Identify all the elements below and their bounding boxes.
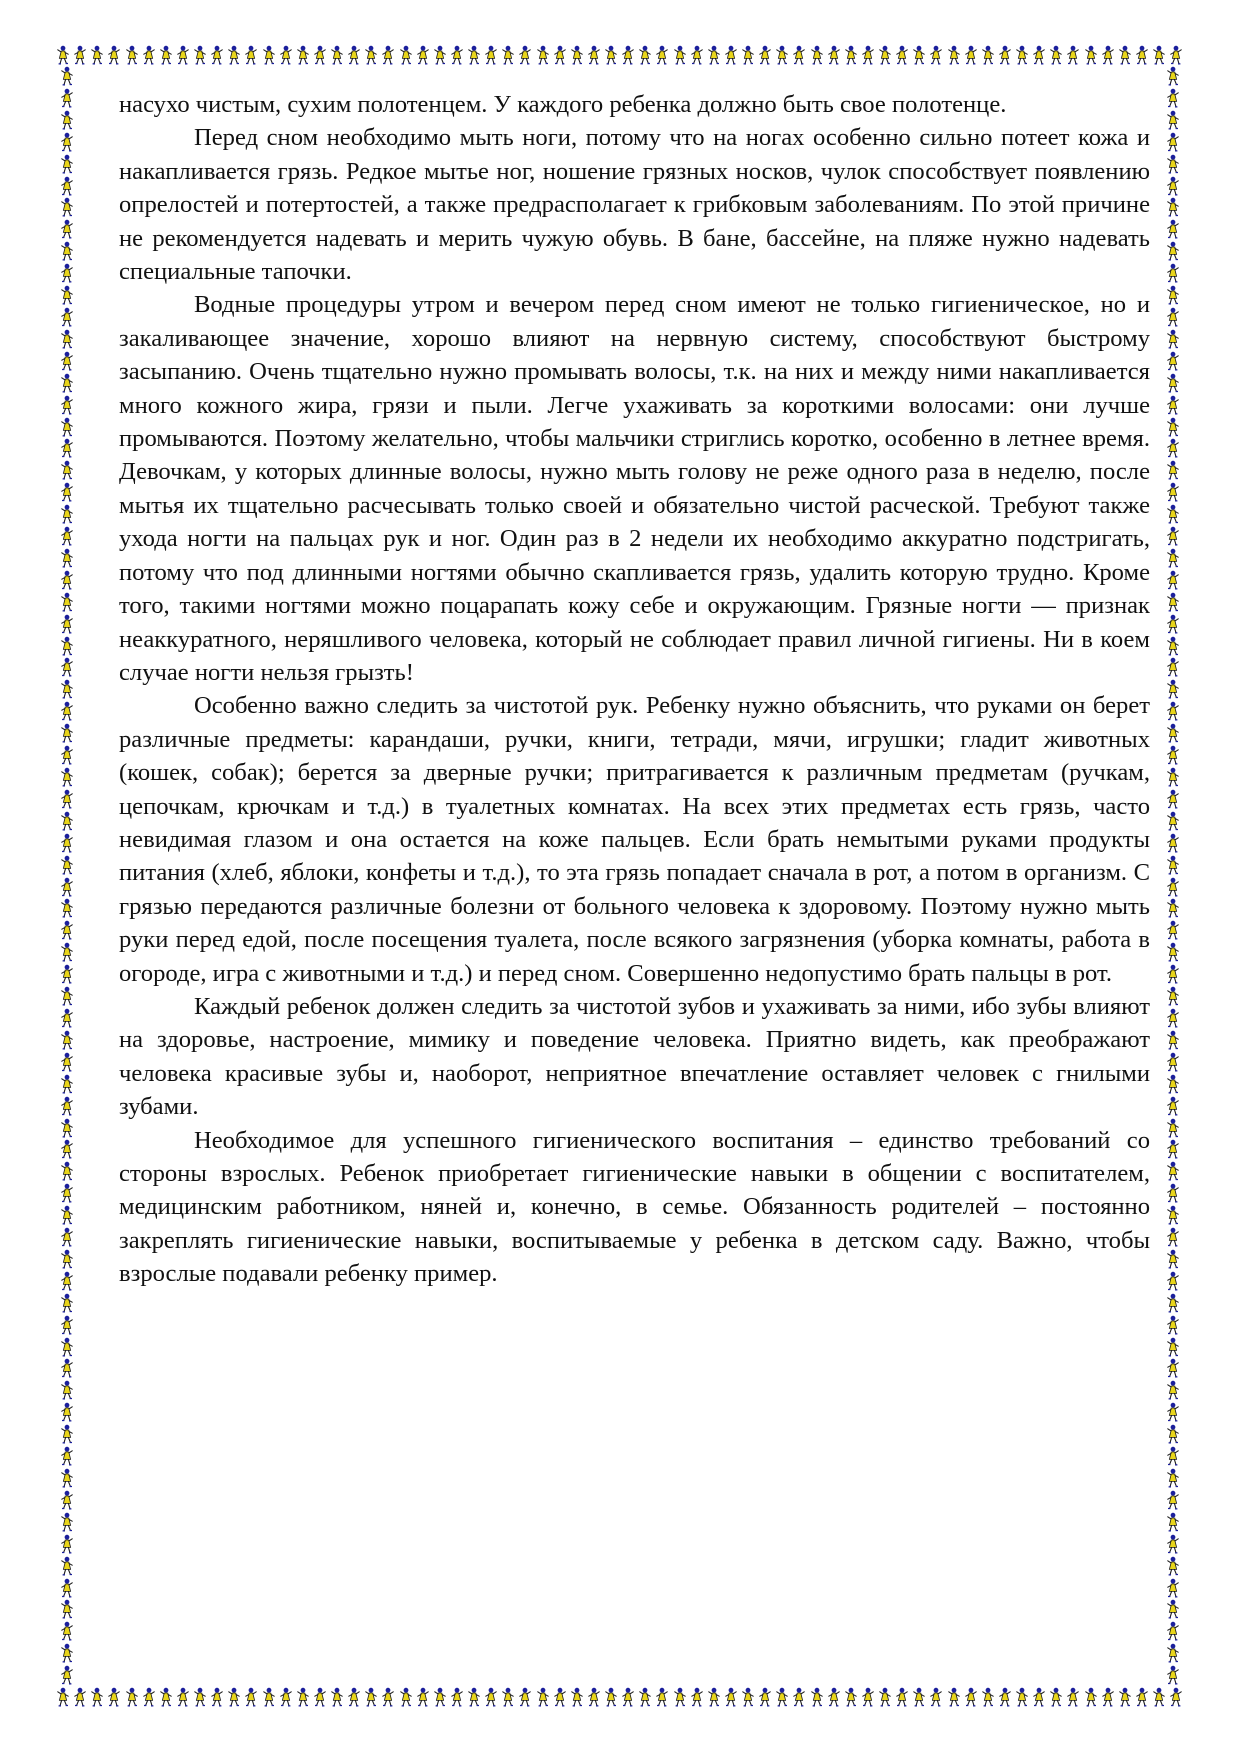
dancing-figure-icon xyxy=(775,1687,789,1707)
dancing-figure-icon xyxy=(792,45,806,65)
dancing-figure-icon xyxy=(1166,1599,1180,1619)
dancing-figure-icon xyxy=(60,811,74,831)
dancing-figure-icon xyxy=(621,1687,635,1707)
dancing-figure-icon xyxy=(587,1687,601,1707)
dancing-figure-icon xyxy=(60,1599,74,1619)
dancing-figure-icon xyxy=(60,1074,74,1094)
dancing-figure-icon xyxy=(381,1687,395,1707)
dancing-figure-icon xyxy=(1166,460,1180,480)
dancing-figure-icon xyxy=(1166,154,1180,174)
dancing-figure-icon xyxy=(279,1687,293,1707)
dancing-figure-icon xyxy=(1032,45,1046,65)
paragraph-water-procedures: Водные процедуры утром и вечером перед сном имеют не только гигиеническое, но и закаливающее значение, хорошо влияют на нервную систему, способствуют быстрому засыпанию. Очень тщательно нужно промывать волосы, т.к. на них и между ними накапливается много кожного жира, грязи и пыли. Легче ухаживать за короткими волосами: они лучше промываются. Поэтому желательно, чтобы мальчики стриглись коротко, особенно в летнее время. Девочкам, у которых длинные волосы, нужно мыть голову не реже одного раза в неделю, после мытья их тщательно расчесывать только своей и обязательно чистой расческой. Требуют также ухода ногти на пальцах рук и ног. Один раз в 2 недели их необходимо аккуратно подстригать, потому что под длинными ногтями обычно скапливается грязь, удалить которую трудно. Кроме того, такими ногтями можно поцарапать кожу себе и окружающим. Грязные ногти — признак неаккуратного, неряшливого человека, который не соблюдает правил личной гигиены. Ни в коем случае ногти нельзя грызть! xyxy=(119,291,1150,686)
dancing-figure-icon xyxy=(1166,1161,1180,1181)
dancing-figure-icon xyxy=(1066,45,1080,65)
dancing-figure-icon xyxy=(878,1687,892,1707)
dancing-figure-icon xyxy=(707,1687,721,1707)
dancing-figure-icon xyxy=(929,1687,943,1707)
dancing-figure-icon xyxy=(347,1687,361,1707)
dancing-figure-icon xyxy=(929,45,943,65)
dancing-figure-icon xyxy=(1166,920,1180,940)
dancing-figure-icon xyxy=(1166,1490,1180,1510)
dancing-figure-icon xyxy=(1166,636,1180,656)
dancing-figure-icon xyxy=(296,45,310,65)
dancing-figure-icon xyxy=(690,1687,704,1707)
dancing-figure-icon xyxy=(1118,45,1132,65)
dancing-figure-icon xyxy=(450,45,464,65)
dancing-figure-icon xyxy=(964,45,978,65)
dancing-figure-icon xyxy=(638,45,652,65)
dancing-figure-icon xyxy=(416,45,430,65)
dancing-figure-icon xyxy=(176,45,190,65)
dancing-figure-icon xyxy=(878,45,892,65)
document-body xyxy=(119,88,1150,1291)
dancing-figure-icon xyxy=(1166,701,1180,721)
dancing-figure-icon xyxy=(210,45,224,65)
dancing-figure-icon xyxy=(1166,1468,1180,1488)
dancing-figure-icon xyxy=(107,45,121,65)
dancing-figure-icon xyxy=(1015,1687,1029,1707)
dancing-figure-icon xyxy=(895,45,909,65)
dancing-figure-icon xyxy=(861,1687,875,1707)
dancing-figure-icon xyxy=(536,1687,550,1707)
dancing-figure-icon xyxy=(981,45,995,65)
dancing-figure-icon xyxy=(60,1227,74,1247)
dancing-figure-icon xyxy=(741,45,755,65)
dancing-figure-icon xyxy=(60,1621,74,1641)
dancing-figure-icon xyxy=(1166,877,1180,897)
dancing-figure-icon xyxy=(60,176,74,196)
dancing-figure-icon xyxy=(1084,1687,1098,1707)
dancing-figure-icon xyxy=(655,45,669,65)
dancing-figure-icon xyxy=(501,1687,515,1707)
paragraph-hygiene-education: Необходимое для успешного гигиенического воспитания – единство требований со стороны взрослых. Ребенок приобретает гигиенические навыки в общении с воспитателем, медицинским работником, няней и, конечно, в семье. Обязанность родителей – постоянно закреплять гигиенические навыки, воспитываемые у ребенка в детском саду. Важно, чтобы взрослые подавали ребенку пример. xyxy=(119,1126,1150,1288)
dancing-figure-icon xyxy=(1166,548,1180,568)
dancing-figure-icon xyxy=(60,920,74,940)
dancing-figure-icon xyxy=(1084,45,1098,65)
dancing-figure-icon xyxy=(861,45,875,65)
dancing-figure-icon xyxy=(60,1161,74,1181)
dancing-figure-icon xyxy=(587,45,601,65)
dancing-figure-icon xyxy=(60,263,74,283)
dancing-figure-icon xyxy=(501,45,515,65)
dancing-figure-icon xyxy=(724,45,738,65)
dancing-figure-icon xyxy=(1166,241,1180,261)
dancing-figure-icon xyxy=(262,45,276,65)
dancing-figure-icon xyxy=(467,45,481,65)
dancing-figure-icon xyxy=(912,45,926,65)
dancing-figure-icon xyxy=(60,1315,74,1335)
dancing-figure-icon xyxy=(912,1687,926,1707)
dancing-figure-icon xyxy=(638,1687,652,1707)
dancing-figure-icon xyxy=(1166,964,1180,984)
dancing-figure-icon xyxy=(60,1271,74,1291)
dancing-figure-icon xyxy=(655,1687,669,1707)
dancing-figure-icon xyxy=(895,1687,909,1707)
dancing-figure-icon xyxy=(1166,1446,1180,1466)
dancing-figure-icon xyxy=(1066,1687,1080,1707)
dancing-figure-icon xyxy=(60,504,74,524)
dancing-figure-icon xyxy=(60,1402,74,1422)
dancing-figure-icon xyxy=(1166,745,1180,765)
dancing-figure-icon xyxy=(467,1687,481,1707)
dancing-figure-icon xyxy=(518,45,532,65)
dancing-figure-icon xyxy=(1166,1293,1180,1313)
dancing-figure-icon xyxy=(227,45,241,65)
dancing-figure-icon xyxy=(60,898,74,918)
dancing-figure-icon xyxy=(381,45,395,65)
dancing-figure-icon xyxy=(1166,1139,1180,1159)
dancing-figure-icon xyxy=(998,45,1012,65)
dancing-figure-icon xyxy=(60,1008,74,1028)
dancing-figure-icon xyxy=(1166,592,1180,612)
ornamental-border-bottom xyxy=(56,1686,1184,1708)
dancing-figure-icon xyxy=(1166,1337,1180,1357)
dancing-figure-icon xyxy=(1166,66,1180,86)
dancing-figure-icon xyxy=(1166,526,1180,546)
dancing-figure-icon xyxy=(193,45,207,65)
dancing-figure-icon xyxy=(1049,45,1063,65)
dancing-figure-icon xyxy=(604,45,618,65)
dancing-figure-icon xyxy=(947,45,961,65)
dancing-figure-icon xyxy=(1166,1227,1180,1247)
dancing-figure-icon xyxy=(107,1687,121,1707)
dancing-figure-icon xyxy=(176,1687,190,1707)
dancing-figure-icon xyxy=(60,1556,74,1576)
dancing-figure-icon xyxy=(947,1687,961,1707)
dancing-figure-icon xyxy=(60,1358,74,1378)
dancing-figure-icon xyxy=(827,45,841,65)
dancing-figure-icon xyxy=(1118,1687,1132,1707)
dancing-figure-icon xyxy=(159,45,173,65)
dancing-figure-icon xyxy=(981,1687,995,1707)
dancing-figure-icon xyxy=(1166,1402,1180,1422)
dancing-figure-icon xyxy=(142,45,156,65)
dancing-figure-icon xyxy=(244,45,258,65)
dancing-figure-icon xyxy=(60,745,74,765)
dancing-figure-icon xyxy=(1166,1358,1180,1378)
dancing-figure-icon xyxy=(90,1687,104,1707)
dancing-figure-icon xyxy=(1166,1052,1180,1072)
dancing-figure-icon xyxy=(60,964,74,984)
dancing-figure-icon xyxy=(1166,811,1180,831)
dancing-figure-icon xyxy=(1166,1008,1180,1028)
dancing-figure-icon xyxy=(330,1687,344,1707)
dancing-figure-icon xyxy=(60,1118,74,1138)
dancing-figure-icon xyxy=(60,986,74,1006)
dancing-figure-icon xyxy=(60,460,74,480)
dancing-figure-icon xyxy=(1166,417,1180,437)
dancing-figure-icon xyxy=(673,1687,687,1707)
dancing-figure-icon xyxy=(416,1687,430,1707)
dancing-figure-icon xyxy=(1166,197,1180,217)
dancing-figure-icon xyxy=(570,45,584,65)
paragraph-towel-continuation: насухо чистым, сухим полотенцем. У каждого ребенка должно быть свое полотенце. xyxy=(119,91,1007,118)
dancing-figure-icon xyxy=(60,701,74,721)
dancing-figure-icon xyxy=(330,45,344,65)
dancing-figure-icon xyxy=(1166,855,1180,875)
dancing-figure-icon xyxy=(60,1468,74,1488)
dancing-figure-icon xyxy=(1166,438,1180,458)
dancing-figure-icon xyxy=(1166,1424,1180,1444)
dancing-figure-icon xyxy=(60,855,74,875)
paragraph-feet-washing: Перед сном необходимо мыть ноги, потому что на ногах особенно сильно потеет кожа и накапливается грязь. Редкое мытье ног, ношение грязных носков, чулок способствует появлению опрелостей и потертостей, а также предрасполагает к грибковым заболеваниям. По этой причине не рекомендуется надевать и мерить чужую обувь. В бане, бассейне, на пляже нужно надевать специальные тапочки. xyxy=(119,124,1150,286)
dancing-figure-icon xyxy=(60,1424,74,1444)
dancing-figure-icon xyxy=(1166,614,1180,634)
dancing-figure-icon xyxy=(1166,942,1180,962)
dancing-figure-icon xyxy=(56,1687,70,1707)
dancing-figure-icon xyxy=(433,1687,447,1707)
dancing-figure-icon xyxy=(60,657,74,677)
dancing-figure-icon xyxy=(60,548,74,568)
dancing-figure-icon xyxy=(60,285,74,305)
dancing-figure-icon xyxy=(364,1687,378,1707)
dancing-figure-icon xyxy=(313,45,327,65)
dancing-figure-icon xyxy=(792,1687,806,1707)
dancing-figure-icon xyxy=(60,66,74,86)
dancing-figure-icon xyxy=(60,1578,74,1598)
dancing-figure-icon xyxy=(73,45,87,65)
paragraph-hand-cleanliness: Особенно важно следить за чистотой рук. Ребенку нужно объяснить, что руками он берет различные предметы: карандаши, ручки, книги, тетради, мячи, игрушки; гладит животных (кошек, собак); берется за дверные ручки; притрагивается к различным предметам (ручкам, цепочкам, крючкам и т.д.) в туалетных комнатах. На всех этих предметах есть грязь, часто невидимая глазом и она остается на коже пальцев. Если брать немытыми руками продукты питания (хлеб, яблоки, конфеты и т.д.), то эта грязь попадает сначала в рот, а потом в организм. С грязью передаются различные болезни от больного человека к здоровому. Поэтому нужно мыть руки перед едой, после посещения туалета, после всякого загрязнения (уборка комнаты, работа в огороде, игра с животными и т.д.) и перед сном. Совершенно недопустимо брать пальцы в рот. xyxy=(119,692,1150,987)
dancing-figure-icon xyxy=(536,45,550,65)
dancing-figure-icon xyxy=(60,833,74,853)
dancing-figure-icon xyxy=(279,45,293,65)
dancing-figure-icon xyxy=(518,1687,532,1707)
dancing-figure-icon xyxy=(60,438,74,458)
dancing-figure-icon xyxy=(1166,679,1180,699)
dancing-figure-icon xyxy=(244,1687,258,1707)
dancing-figure-icon xyxy=(193,1687,207,1707)
ornamental-border-top xyxy=(56,44,1184,66)
dancing-figure-icon xyxy=(1166,504,1180,524)
dancing-figure-icon xyxy=(604,1687,618,1707)
dancing-figure-icon xyxy=(1166,351,1180,371)
dancing-figure-icon xyxy=(1049,1687,1063,1707)
dancing-figure-icon xyxy=(1015,45,1029,65)
dancing-figure-icon xyxy=(810,45,824,65)
dancing-figure-icon xyxy=(1166,833,1180,853)
dancing-figure-icon xyxy=(60,1205,74,1225)
dancing-figure-icon xyxy=(998,1687,1012,1707)
dancing-figure-icon xyxy=(60,1096,74,1116)
dancing-figure-icon xyxy=(142,1687,156,1707)
dancing-figure-icon xyxy=(60,789,74,809)
dancing-figure-icon xyxy=(364,45,378,65)
dancing-figure-icon xyxy=(1166,1315,1180,1335)
dancing-figure-icon xyxy=(553,45,567,65)
dancing-figure-icon xyxy=(707,45,721,65)
dancing-figure-icon xyxy=(60,110,74,130)
dancing-figure-icon xyxy=(60,395,74,415)
dancing-figure-icon xyxy=(758,1687,772,1707)
dancing-figure-icon xyxy=(60,219,74,239)
dancing-figure-icon xyxy=(60,373,74,393)
dancing-figure-icon xyxy=(60,1052,74,1072)
dancing-figure-icon xyxy=(60,526,74,546)
dancing-figure-icon xyxy=(56,45,70,65)
dancing-figure-icon xyxy=(60,482,74,502)
dancing-figure-icon xyxy=(60,1380,74,1400)
dancing-figure-icon xyxy=(159,1687,173,1707)
dancing-figure-icon xyxy=(1166,789,1180,809)
dancing-figure-icon xyxy=(399,45,413,65)
dancing-figure-icon xyxy=(1166,1621,1180,1641)
dancing-figure-icon xyxy=(1166,1643,1180,1663)
dancing-figure-icon xyxy=(1166,1074,1180,1094)
dancing-figure-icon xyxy=(1032,1687,1046,1707)
dancing-figure-icon xyxy=(313,1687,327,1707)
dancing-figure-icon xyxy=(90,45,104,65)
dancing-figure-icon xyxy=(1166,88,1180,108)
dancing-figure-icon xyxy=(1101,45,1115,65)
dancing-figure-icon xyxy=(1166,329,1180,349)
dancing-figure-icon xyxy=(844,45,858,65)
dancing-figure-icon xyxy=(1166,285,1180,305)
dancing-figure-icon xyxy=(399,1687,413,1707)
dancing-figure-icon xyxy=(210,1687,224,1707)
dancing-figure-icon xyxy=(60,592,74,612)
dancing-figure-icon xyxy=(1135,1687,1149,1707)
dancing-figure-icon xyxy=(1169,1687,1183,1707)
dancing-figure-icon xyxy=(1166,1118,1180,1138)
ornamental-border-left xyxy=(56,66,78,1686)
dancing-figure-icon xyxy=(60,1139,74,1159)
dancing-figure-icon xyxy=(1166,767,1180,787)
dancing-figure-icon xyxy=(60,1490,74,1510)
dancing-figure-icon xyxy=(60,1183,74,1203)
dancing-figure-icon xyxy=(1166,1183,1180,1203)
dancing-figure-icon xyxy=(60,679,74,699)
dancing-figure-icon xyxy=(60,1337,74,1357)
dancing-figure-icon xyxy=(1169,45,1183,65)
dancing-figure-icon xyxy=(1166,986,1180,1006)
dancing-figure-icon xyxy=(60,417,74,437)
dancing-figure-icon xyxy=(1166,1249,1180,1269)
ornamental-border-right xyxy=(1162,66,1184,1686)
dancing-figure-icon xyxy=(1166,373,1180,393)
dancing-figure-icon xyxy=(60,877,74,897)
dancing-figure-icon xyxy=(1166,1665,1180,1685)
dancing-figure-icon xyxy=(724,1687,738,1707)
dancing-figure-icon xyxy=(60,1446,74,1466)
dancing-figure-icon xyxy=(347,45,361,65)
dancing-figure-icon xyxy=(227,1687,241,1707)
dancing-figure-icon xyxy=(60,1512,74,1532)
dancing-figure-icon xyxy=(60,1534,74,1554)
dancing-figure-icon xyxy=(1166,1534,1180,1554)
dancing-figure-icon xyxy=(1166,176,1180,196)
dancing-figure-icon xyxy=(484,45,498,65)
dancing-figure-icon xyxy=(621,45,635,65)
dancing-figure-icon xyxy=(775,45,789,65)
dancing-figure-icon xyxy=(1166,1380,1180,1400)
dancing-figure-icon xyxy=(262,1687,276,1707)
dancing-figure-icon xyxy=(60,351,74,371)
dancing-figure-icon xyxy=(1101,1687,1115,1707)
dancing-figure-icon xyxy=(60,132,74,152)
dancing-figure-icon xyxy=(60,767,74,787)
dancing-figure-icon xyxy=(450,1687,464,1707)
dancing-figure-icon xyxy=(125,45,139,65)
dancing-figure-icon xyxy=(1166,1556,1180,1576)
dancing-figure-icon xyxy=(60,197,74,217)
dancing-figure-icon xyxy=(1166,482,1180,502)
dancing-figure-icon xyxy=(296,1687,310,1707)
dancing-figure-icon xyxy=(60,723,74,743)
dancing-figure-icon xyxy=(1166,723,1180,743)
dancing-figure-icon xyxy=(60,1249,74,1269)
dancing-figure-icon xyxy=(1166,1205,1180,1225)
dancing-figure-icon xyxy=(60,1665,74,1685)
dancing-figure-icon xyxy=(60,636,74,656)
dancing-figure-icon xyxy=(1166,1096,1180,1116)
dancing-figure-icon xyxy=(1135,45,1149,65)
dancing-figure-icon xyxy=(741,1687,755,1707)
dancing-figure-icon xyxy=(60,1030,74,1050)
dancing-figure-icon xyxy=(484,1687,498,1707)
dancing-figure-icon xyxy=(1166,898,1180,918)
dancing-figure-icon xyxy=(1152,1687,1166,1707)
dancing-figure-icon xyxy=(60,88,74,108)
dancing-figure-icon xyxy=(60,154,74,174)
dancing-figure-icon xyxy=(673,45,687,65)
dancing-figure-icon xyxy=(690,45,704,65)
dancing-figure-icon xyxy=(844,1687,858,1707)
dancing-figure-icon xyxy=(60,307,74,327)
dancing-figure-icon xyxy=(60,942,74,962)
dancing-figure-icon xyxy=(1166,1271,1180,1291)
dancing-figure-icon xyxy=(1166,1578,1180,1598)
dancing-figure-icon xyxy=(1166,110,1180,130)
dancing-figure-icon xyxy=(1166,132,1180,152)
dancing-figure-icon xyxy=(60,1293,74,1313)
dancing-figure-icon xyxy=(60,241,74,261)
dancing-figure-icon xyxy=(1166,395,1180,415)
dancing-figure-icon xyxy=(1166,1030,1180,1050)
dancing-figure-icon xyxy=(1166,219,1180,239)
dancing-figure-icon xyxy=(827,1687,841,1707)
dancing-figure-icon xyxy=(60,570,74,590)
dancing-figure-icon xyxy=(125,1687,139,1707)
dancing-figure-icon xyxy=(433,45,447,65)
dancing-figure-icon xyxy=(964,1687,978,1707)
dancing-figure-icon xyxy=(758,45,772,65)
dancing-figure-icon xyxy=(1166,1512,1180,1532)
dancing-figure-icon xyxy=(60,1643,74,1663)
dancing-figure-icon xyxy=(1166,570,1180,590)
paragraph-dental-care: Каждый ребенок должен следить за чистотой зубов и ухаживать за ними, ибо зубы влияют на здоровье, настроение, мимику и поведение человека. Приятно видеть, как преображают человека красивые зубы и, наоборот, неприятное впечатление оставляет человек с гнилыми зубами. xyxy=(119,992,1150,1121)
dancing-figure-icon xyxy=(1152,45,1166,65)
dancing-figure-icon xyxy=(60,329,74,349)
dancing-figure-icon xyxy=(1166,307,1180,327)
dancing-figure-icon xyxy=(810,1687,824,1707)
dancing-figure-icon xyxy=(60,614,74,634)
dancing-figure-icon xyxy=(1166,657,1180,677)
dancing-figure-icon xyxy=(1166,263,1180,283)
dancing-figure-icon xyxy=(553,1687,567,1707)
dancing-figure-icon xyxy=(73,1687,87,1707)
dancing-figure-icon xyxy=(570,1687,584,1707)
